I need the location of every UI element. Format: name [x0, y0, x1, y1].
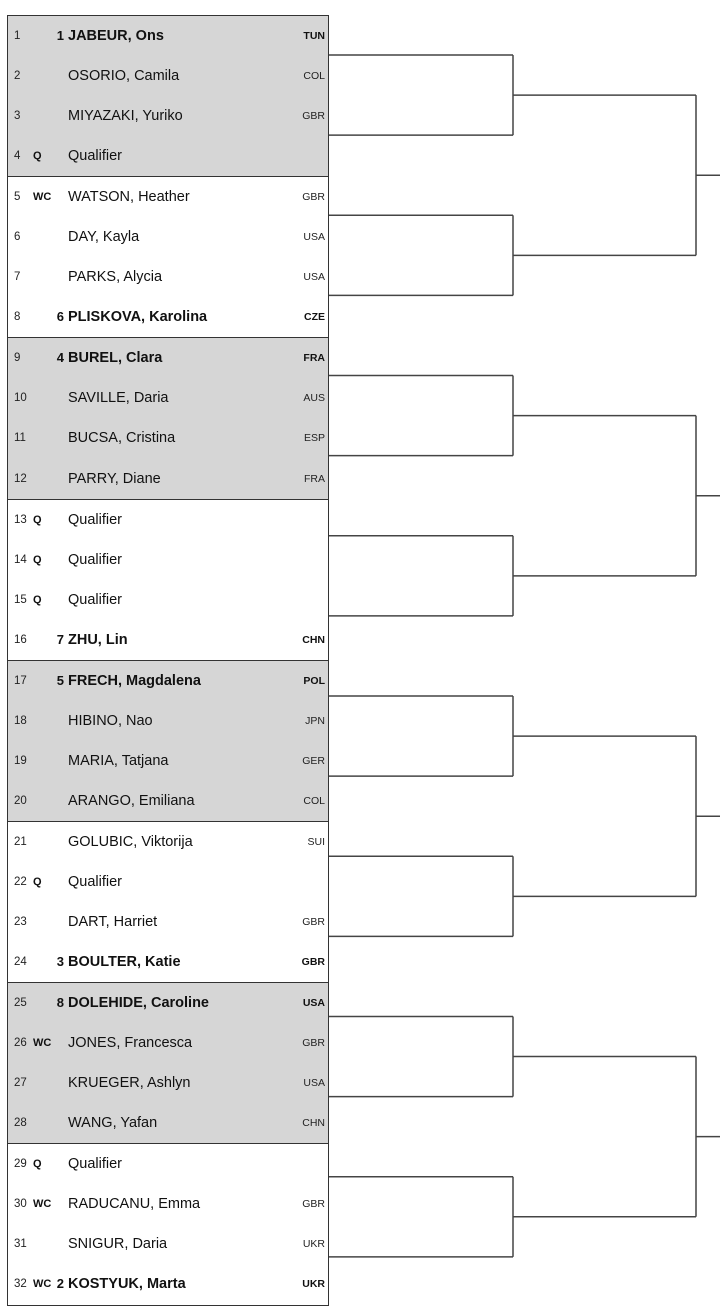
player-name: RADUCANU, Emma — [68, 1196, 201, 1213]
player-name: Qualifier — [68, 511, 122, 528]
player-name: BUREL, Clara — [68, 350, 163, 367]
player-name: PARKS, Alycia — [68, 269, 163, 286]
player-name: KRUEGER, Ashlyn — [68, 1075, 191, 1092]
player-nation: USA — [303, 271, 325, 284]
draw-position: 31 — [14, 1238, 27, 1251]
player-name: MARIA, Tatjana — [68, 752, 169, 769]
draw-position: 18 — [14, 714, 27, 727]
player-nation: CHN — [302, 1117, 325, 1130]
draw-position: 13 — [14, 513, 27, 526]
seed-number: 1 — [56, 28, 64, 43]
draw-position: 28 — [14, 1117, 27, 1130]
draw-position: 16 — [14, 633, 27, 646]
player-name: Qualifier — [68, 551, 122, 568]
player-name: KOSTYUK, Marta — [68, 1276, 186, 1293]
entry-status: WC — [33, 191, 52, 204]
draw-position: 8 — [14, 311, 21, 324]
draw-position: 19 — [14, 754, 27, 767]
player-name: WATSON, Heather — [68, 189, 190, 206]
player-name: JABEUR, Ons — [68, 28, 164, 44]
draw-position: 24 — [14, 956, 27, 969]
player-name: HIBINO, Nao — [68, 712, 153, 729]
player-nation: GBR — [302, 1037, 325, 1050]
draw-position: 26 — [14, 1037, 27, 1050]
draw-position: 7 — [14, 271, 21, 284]
player-nation: GBR — [302, 916, 325, 929]
player-name: PLISKOVA, Karolina — [68, 309, 208, 326]
player-nation: GBR — [302, 110, 325, 123]
player-name: Qualifier — [68, 1156, 122, 1173]
entry-status: Q — [33, 593, 42, 606]
player-nation: USA — [302, 997, 325, 1010]
draw-position: 3 — [14, 110, 21, 123]
player-nation: FRA — [304, 472, 325, 485]
draw-position: 5 — [14, 191, 21, 204]
draw-position: 4 — [14, 150, 21, 163]
player-name: ARANGO, Emiliana — [68, 792, 195, 809]
player-name: SNIGUR, Daria — [68, 1236, 168, 1253]
draw-position: 14 — [14, 553, 27, 566]
player-nation: CHN — [302, 633, 325, 646]
player-nation: CZE — [304, 311, 325, 324]
player-nation: USA — [303, 231, 325, 244]
entry-status: Q — [33, 875, 42, 888]
draw-position: 1 — [14, 30, 21, 42]
player-name: PARRY, Diane — [68, 470, 161, 487]
player-nation: GBR — [302, 1198, 325, 1211]
player-nation: AUS — [303, 392, 325, 405]
entry-status: Q — [33, 1158, 42, 1171]
draw-position: 12 — [14, 472, 27, 485]
draw-position: 30 — [14, 1198, 27, 1211]
seed-number: 5 — [56, 672, 64, 688]
player-name: JONES, Francesca — [68, 1035, 193, 1052]
draw-position: 15 — [14, 593, 27, 606]
player-nation: UKR — [302, 1238, 325, 1251]
player-name: DAY, Kayla — [68, 229, 140, 246]
player-name: FRECH, Magdalena — [68, 672, 201, 689]
player-nation: UKR — [302, 1278, 325, 1291]
draw-position: 9 — [14, 352, 21, 365]
player-name: Qualifier — [68, 591, 122, 608]
player-nation: GER — [302, 754, 325, 767]
player-nation: GBR — [301, 956, 325, 969]
seed-number: 8 — [56, 995, 64, 1011]
player-name: BOULTER, Katie — [68, 954, 181, 971]
draw-position: 2 — [14, 70, 21, 83]
player-nation: FRA — [303, 352, 325, 365]
draw-position: 10 — [14, 392, 27, 405]
player-name: MIYAZAKI, Yuriko — [68, 108, 183, 125]
seed-number: 7 — [56, 631, 64, 647]
entry-status: WC — [33, 1037, 52, 1050]
draw-position: 20 — [14, 794, 27, 807]
draw-position: 23 — [14, 916, 27, 929]
draw-position: 17 — [14, 674, 27, 687]
player-nation: SUI — [307, 835, 325, 848]
player-name: BUCSA, Cristina — [68, 430, 176, 447]
draw-position: 29 — [14, 1158, 27, 1171]
player-name: Qualifier — [68, 873, 122, 890]
player-nation: GBR — [302, 191, 325, 204]
draw-position: 25 — [14, 997, 27, 1010]
draw-position: 11 — [14, 432, 26, 445]
seed-number: 4 — [56, 350, 64, 366]
player-nation: ESP — [303, 432, 325, 445]
player-name: ZHU, Lin — [68, 631, 128, 648]
entry-status: Q — [33, 513, 42, 526]
entry-status: Q — [33, 150, 42, 163]
draw-position: 21 — [14, 835, 27, 848]
player-name: Qualifier — [68, 148, 122, 165]
player-nation: POL — [303, 674, 325, 687]
seed-number: 3 — [56, 954, 64, 970]
player-nation: COL — [303, 794, 325, 807]
entry-status: WC — [33, 1198, 52, 1211]
player-name: GOLUBIC, Viktorija — [68, 833, 193, 850]
player-nation: TUN — [303, 30, 325, 42]
seed-number: 2 — [56, 1276, 64, 1292]
player-nation: JPN — [305, 714, 325, 727]
entry-status: WC — [33, 1278, 52, 1291]
draw-position: 22 — [14, 875, 27, 888]
player-name: DART, Harriet — [68, 914, 158, 931]
entry-status: Q — [33, 553, 42, 566]
player-name: WANG, Yafan — [68, 1115, 158, 1132]
player-nation: USA — [303, 1077, 325, 1090]
player-name: DOLEHIDE, Caroline — [68, 995, 209, 1012]
draw-position: 32 — [14, 1278, 27, 1291]
seed-number: 6 — [56, 309, 64, 325]
player-name: SAVILLE, Daria — [68, 390, 169, 407]
draw-position: 6 — [14, 231, 21, 244]
player-nation: COL — [303, 70, 325, 83]
draw-position: 27 — [14, 1077, 27, 1090]
player-name: OSORIO, Camila — [68, 68, 180, 85]
